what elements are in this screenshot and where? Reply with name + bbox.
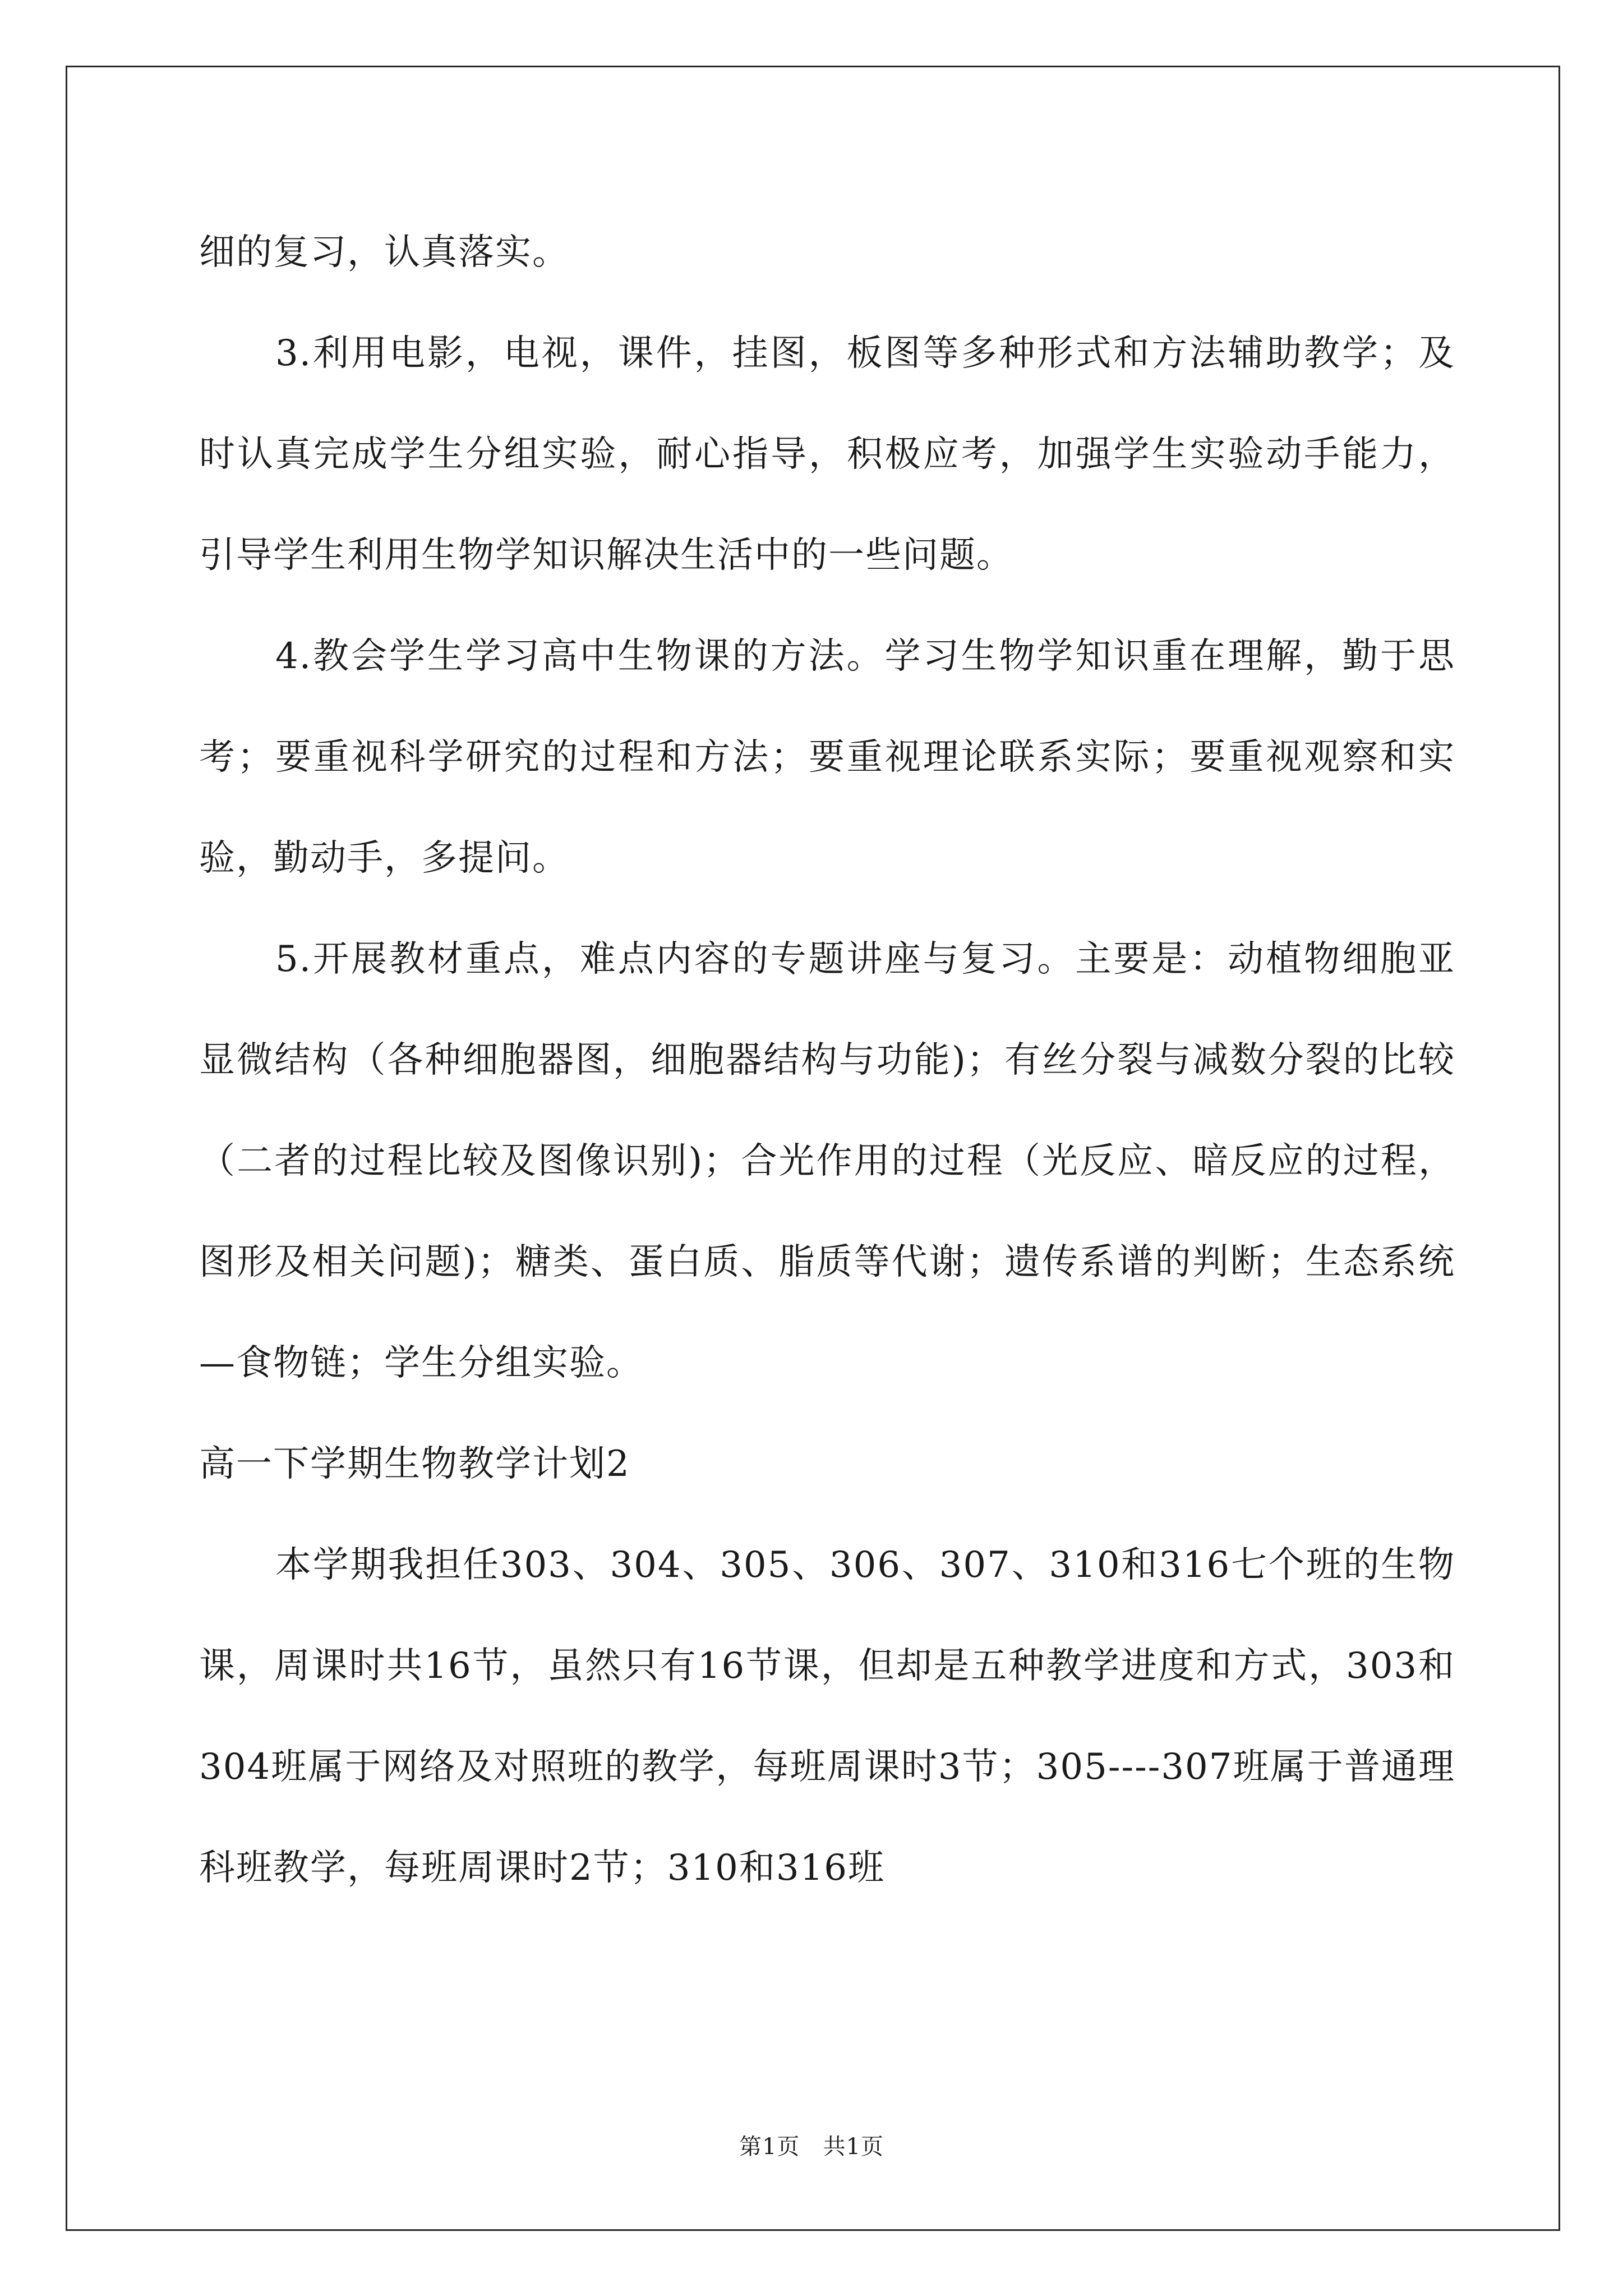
document-body	[199, 202, 1455, 1918]
section-paragraph-1: 本学期我担任303、304、305、306、307、310和316七个班的生物课，周课时共16节，虽然只有16节课，但却是五种教学进度和方式，303和304班属于网络及对照班的教学，每班周课时3节；305----307班属于普通理科班教学，每班周课时2节；310和316班	[199, 1544, 1455, 1889]
paragraph-1: 细的复习，认真落实。	[199, 232, 569, 273]
page-footer	[0, 2129, 1623, 2161]
paragraph-3: 4.教会学生学习高中生物课的方法。学习生物学知识重在理解，勤于思考；要重视科学研究的过程和方法；要重视理论联系实际；要重视观察和实验，勤动手，多提问。	[199, 636, 1455, 879]
paragraph-2: 3.利用电影，电视，课件，挂图，板图等多种形式和方法辅助教学；及时认真完成学生分组实验，耐心指导，积极应考，加强学生实验动手能力，引导学生利用生物学知识解决生活中的一些问题。	[199, 333, 1455, 576]
page-total: 共1页	[823, 2134, 884, 2160]
page-number: 第1页	[739, 2134, 800, 2160]
section-heading: 高一下学期生物教学计划2	[199, 1443, 630, 1485]
paragraph-4: 5.开展教材重点，难点内容的专题讲座与复习。主要是：动植物细胞亚显微结构（各种细胞器图，细胞器结构与功能)；有丝分裂与减数分裂的比较（二者的过程比较及图像识别)；合光作用的过程（光反应、暗反应的过程，图形及相关问题)；糖类、蛋白质、脂质等代谢；遗传系谱的判断；生态系统—食物链；学生分组实验。	[199, 938, 1455, 1384]
